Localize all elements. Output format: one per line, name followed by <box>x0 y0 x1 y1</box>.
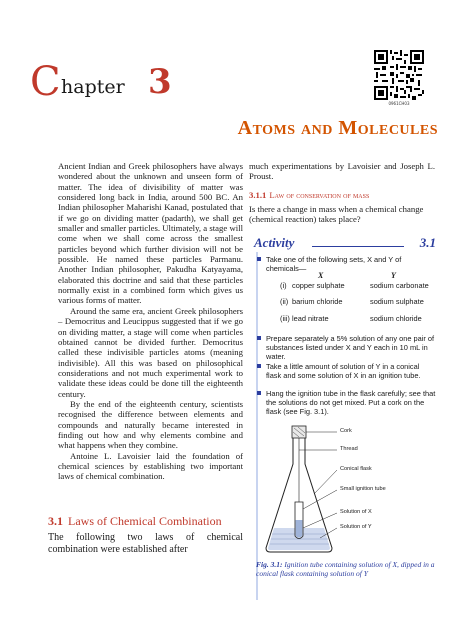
chapter-initial: C <box>30 59 61 105</box>
caption-label: Fig. 3.1: <box>256 560 283 569</box>
question-text: Is there a change in mass when a chemical change (chemical reaction) takes place? <box>249 204 424 225</box>
label-cork: Cork <box>340 428 352 434</box>
activity-divider <box>312 246 404 247</box>
section-number: 3.1 <box>48 514 63 528</box>
pair-x: barium chloride <box>292 297 343 306</box>
label-ignition-tube: Small ignition tube <box>340 486 386 492</box>
activity-step <box>266 389 436 416</box>
qr-code-label: 0961CH03 <box>388 101 410 106</box>
flask-diagram <box>262 424 442 564</box>
chapter-number: 3 <box>148 62 172 102</box>
activity-header <box>254 235 436 251</box>
apparatus-figure <box>262 424 442 564</box>
left-column <box>58 161 243 482</box>
chapter-word: hapter <box>61 76 125 98</box>
figure-caption <box>256 560 446 578</box>
activity-step-text: Prepare separately a 5% solution of any one pair of substances listed under X and Y each in 10 mL in water. <box>266 334 435 361</box>
pair-y: sodium carbonate <box>370 281 429 290</box>
solution-x-shape <box>296 520 303 538</box>
pair-x: copper sulphate <box>292 281 345 290</box>
activity-number: 3.1 <box>419 235 436 250</box>
label-solution-x: Solution of X <box>340 509 372 515</box>
bullet-icon <box>257 364 261 368</box>
pair-index: (i) <box>280 281 287 290</box>
label-conical-flask: Conical flask <box>340 466 372 472</box>
label-thread: Thread <box>340 446 358 452</box>
bullet-icon <box>257 257 261 261</box>
pair-x: lead nitrate <box>292 314 329 323</box>
section-title: Laws of Chemical Combination <box>68 514 222 528</box>
pair-y: sodium chloride <box>370 314 422 323</box>
chemical-pair-row <box>280 281 440 291</box>
chapter-title: Atoms and Molecules <box>237 117 438 139</box>
subsection-number: 3.1.1 <box>249 190 267 200</box>
qr-code-image <box>374 50 424 100</box>
caption-text: Ignition tube containing solution of X, dipped in a conical flask containing solution of Y <box>256 560 435 578</box>
section-text: The following two laws of chemical combination were established after <box>48 532 243 555</box>
chemical-pair-row <box>280 297 440 307</box>
right-column-intro: much experimentations by Lavoisier and Joseph L. Proust. <box>249 161 435 182</box>
chemical-pair-row <box>280 314 440 324</box>
activity-border <box>256 252 258 600</box>
paragraph: Antoine L. Lavoisier laid the foundation of chemical sciences by establishing two important laws of chemical combination. <box>58 450 243 482</box>
pair-index: (ii) <box>280 297 289 306</box>
bullet-icon <box>257 391 261 395</box>
subsection-title: Law of conservation of mass <box>269 190 370 200</box>
paragraph: Ancient Indian and Greek philosophers have always wondered about the unknown and unseen form of matter. The idea of divisibility of matter was considered long back in India, around 500 BC. An Indian philosopher Maharishi Kanad, postulated that if we go on dividing matter (padarth), we shall get smaller and smaller particles. Ultimately, a stage will come when we shall come across the smallest particles beyond which further division will not be possible. He named these particles Parmanu. Another Indian philosopher, Pakudha Katyayama, elaborated this doctrine and said that these particles normally exist in a combined form which gives us various forms of matter. <box>58 161 243 306</box>
label-solution-y: Solution of Y <box>340 524 372 530</box>
column-y-header: Y <box>391 271 396 280</box>
activity-step <box>266 334 436 361</box>
activity-step-text: Take a little amount of solution of Y in a conical flask and some solution of X in an ignition tube. <box>266 362 421 380</box>
column-x-header: X <box>318 271 324 280</box>
subsection-heading <box>249 190 369 200</box>
paragraph: By the end of the eighteenth century, scientists recognised the difference between elements and compounds and naturally became interested in finding out how and why elements combine and what happens when they combine. <box>58 398 243 451</box>
activity-step-text: Take one of the following sets, X and Y of chemicals— <box>266 255 402 273</box>
paragraph: Around the same era, ancient Greek philosophers – Democritus and Leucippus suggested that if we go on dividing matter, a stage will come when particles obtained cannot be divided further. Democritus called these indivisible particles atoms (meaning indivisible). All this was based on philosophical considerations and not much experimental work to validate these ideas could be done till the eighteenth century. <box>58 305 243 399</box>
activity-step <box>266 255 436 273</box>
pair-index: (iii) <box>280 314 290 323</box>
pair-y: sodium sulphate <box>370 297 424 306</box>
bullet-icon <box>257 336 261 340</box>
activity-label: Activity <box>254 235 295 250</box>
section-heading <box>48 514 222 529</box>
activity-step <box>266 362 436 380</box>
activity-step-text: Hang the ignition tube in the flask carefully; see that the solutions do not get mixed. Put a cork on the flask (see Fig. 3.1). <box>266 389 436 416</box>
